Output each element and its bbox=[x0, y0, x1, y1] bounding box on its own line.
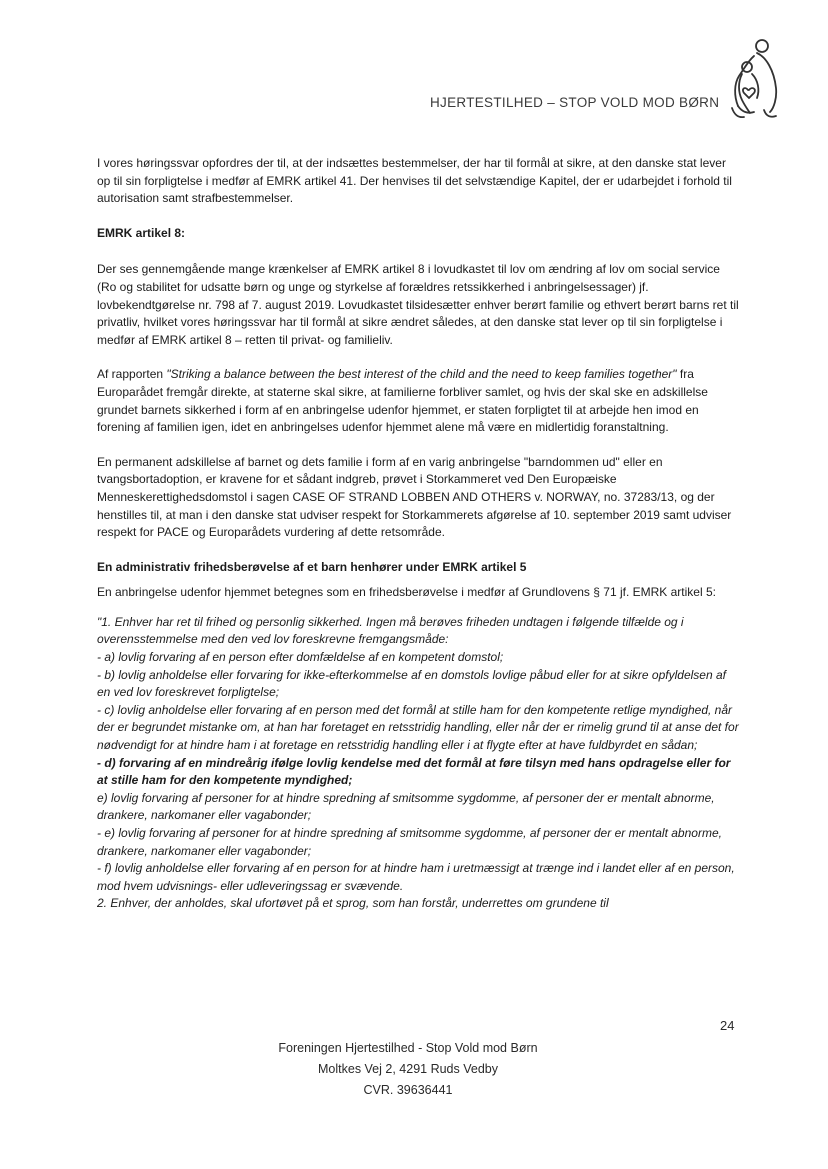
quote-item-1: "1. Enhver har ret til frihed og personlig sikkerhed. Ingen må berøves friheden undtagen i følgende tilfælde og i overensstemmelse med den ved lov foreskrevne fremgangsmåde: bbox=[97, 614, 684, 647]
report-prefix: Af rapporten bbox=[97, 367, 167, 382]
quote-item-d: - d) forvaring af en mindreårig ifølge lovlig kendelse med det formål at føre tilsyn med hans opdragelse eller for at stille ham for den kompetente myndighed; bbox=[97, 755, 731, 788]
footer-org: Foreningen Hjertestilhed - Stop Vold mod Børn bbox=[278, 1041, 538, 1055]
report-rest: fra Europarådet fremgår direkte, at staterne skal sikre, at familierne forbliver samlet, og hvis der skal ske en adskillelse grundet barnets sikkerhed i form af en anbringelse udenfor hjemmet, er staten forpligtet til at arbejde hen imod en forening af familien igen, idet en anbringelses udenfor hjemmet alene må være en midlertidig foranstaltning. bbox=[97, 367, 708, 435]
document-body bbox=[97, 155, 742, 913]
quote-item-a: - a) lovlig forvaring af en person efter domfældelse af en kompetent domstol; bbox=[97, 650, 504, 665]
heading-emrk-art8: EMRK artikel 8: bbox=[97, 225, 186, 240]
header-title: HJERTESTILHED – STOP VOLD MOD BØRN bbox=[430, 95, 720, 110]
quote-item-f: - f) lovlig anholdelse eller forvaring af en person for at hindre ham i uretmæssigt at trænge ind i landet eller af en person, mod hvem udvisnings- eller udleveringssag er svævende. bbox=[97, 861, 735, 893]
article5-quote bbox=[97, 614, 742, 913]
paragraph-report bbox=[97, 366, 742, 436]
heading-emrk-art5: En administrativ frihedsberøvelse af et barn henhører under EMRK artikel 5 bbox=[97, 559, 527, 574]
quote-item-b: - b) lovlig anholdelse eller forvaring for ikke-efterkommelse af en domstols lovlige påbud eller for at sikre opfyldelsen af en ved lov foreskrevet forpligtelse; bbox=[97, 667, 726, 700]
page-footer bbox=[0, 1038, 828, 1101]
intro-paragraph: I vores høringssvar opfordres der til, at der indsættes bestemmelser, der har til formål at sikre, at den danske stat lever op til sin forpligtelse i medfør af EMRK artikel 41. Der henvises til det selvstændige Kapitel, der er udarbejdet i forhold til autorisation samt strafbestemmelser. bbox=[97, 156, 732, 206]
quote-item-2: 2. Enhver, der anholdes, skal ufortøvet på et sprog, som han forstår, underrettes om grundene til bbox=[97, 896, 609, 911]
paragraph-permanent-separation: En permanent adskillelse af barnet og dets familie i form af en varig anbringelse "barndommen ud" eller en tvangsbortadoption, er kravene for et sådant indgreb, prøvet i Storkammeret ved Den Europæiske Menneskerettighedsdomstol i sagen CASE OF STRAND LOBBEN AND OTHERS v. NORWAY, no. 37283/13, og der henstilles til, at man i den danske stat udviser respekt for Storkammerets afgørelse af 10. september 2019 samt udviser respekt for PACE og Europarådets vurdering af dette retsområde. bbox=[97, 454, 732, 540]
report-title: "Striking a balance between the best interest of the child and the need to keep families together" bbox=[166, 367, 677, 382]
page-number: 24 bbox=[720, 1018, 735, 1033]
paragraph-art8: Der ses gennemgående mange krænkelser af EMRK artikel 8 i lovudkastet til lov om ændring af lov om social service (Ro og stabilitet for udsatte børn og unge og styrkelse af forældres retssikkerhed i anbringelsessager) jf. lovbekendtgørelse nr. 798 af 7. august 2019. Lovudkastet tilsidesætter enhver berørt familie og ethvert berørt barns ret til privatliv, hvilket vores høringssvar har til formål at sikre ændret således, at den danske stat lever op til sin forpligtelse i medfør af EMRK artikel 8 – retten til privat- og familieliv. bbox=[97, 262, 739, 347]
paragraph-art5: En anbringelse udenfor hjemmet betegnes som en frihedsberøvelse i medfør af Grundlovens § 71 jf. EMRK artikel 5: bbox=[97, 585, 716, 600]
quote-item-e2: - e) lovlig forvaring af personer for at hindre spredning af smitsomme sygdomme, af personer der er mentalt abnorme, drankere, narkomaner eller vagabonder; bbox=[97, 826, 722, 858]
footer-cvr: CVR. 39636441 bbox=[363, 1083, 453, 1097]
footer-address: Moltkes Vej 2, 4291 Ruds Vedby bbox=[318, 1062, 498, 1076]
quote-item-c: - c) lovlig anholdelse eller forvaring af en person med det formål at stille ham for den kompetente retlige myndighed, når der er begrundet mistanke om, at han har foretaget en retsstridig handling, eller når der er rimelig grund til at anse det for nødvendigt for at hindre ham i at foretage en retsstridig handling eller i at flygte efter at have fuldbyrdet en sådan; bbox=[97, 702, 739, 753]
family-heart-logo-icon bbox=[724, 36, 784, 120]
quote-item-e1: e) lovlig forvaring af personer for at hindre spredning af smitsomme sygdomme, af personer der er mentalt abnorme, drankere, narkomaner eller vagabonder; bbox=[97, 790, 715, 823]
